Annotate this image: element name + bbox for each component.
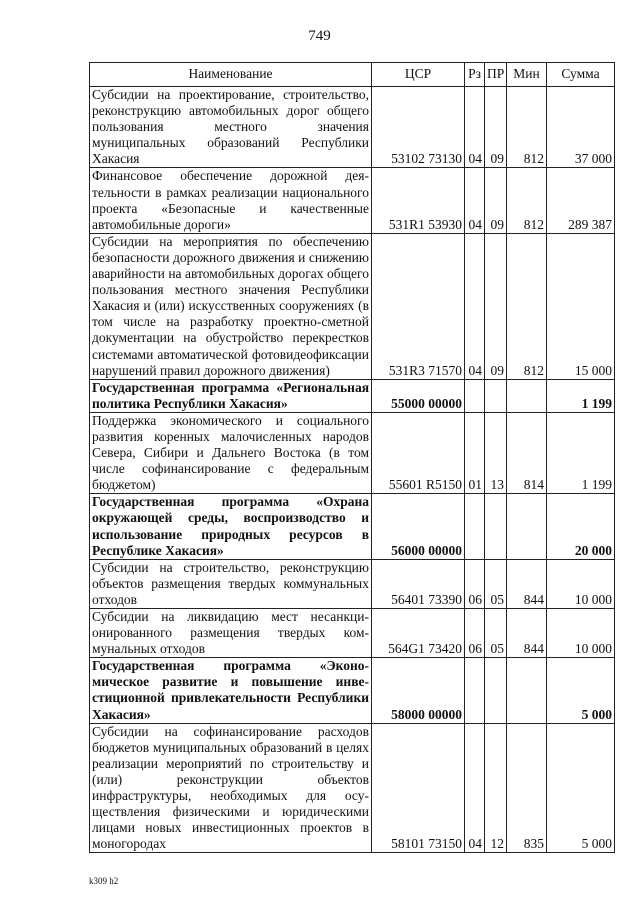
row-min: 812 — [507, 168, 547, 233]
row-rz: 06 — [465, 609, 485, 658]
row-csr: 56401 73390 — [372, 559, 465, 608]
table-row-program — [90, 379, 615, 412]
row-csr: 58101 73150 — [372, 723, 465, 853]
table-row — [90, 723, 615, 853]
page-number: 749 — [308, 28, 331, 44]
row-name: Субсидии на строительство, реконструкцию объектов размещения твердых коммунальных отходов — [90, 559, 372, 608]
row-sum: 10 000 — [547, 609, 615, 658]
row-sum: 10 000 — [547, 559, 615, 608]
header-sum: Сумма — [547, 63, 615, 87]
row-sum: 1 199 — [547, 412, 615, 493]
row-name: Субсидии на ликвидацию мест несанкционированного размещения твердых коммунальных отходов — [90, 609, 372, 658]
row-min: 814 — [507, 412, 547, 493]
row-pr: 05 — [485, 609, 507, 658]
row-min — [507, 494, 547, 559]
row-csr: 531R3 71570 — [372, 233, 465, 379]
row-pr — [485, 494, 507, 559]
table-row — [90, 168, 615, 233]
row-pr — [485, 379, 507, 412]
row-sum: 37 000 — [547, 87, 615, 168]
row-csr: 564G1 73420 — [372, 609, 465, 658]
table-row-program — [90, 658, 615, 723]
row-rz: 04 — [465, 233, 485, 379]
row-csr: 55601 R5150 — [372, 412, 465, 493]
row-min: 812 — [507, 87, 547, 168]
row-min: 812 — [507, 233, 547, 379]
table-row — [90, 233, 615, 379]
row-csr: 56000 00000 — [372, 494, 465, 559]
table-row-program — [90, 494, 615, 559]
row-rz — [465, 658, 485, 723]
table-row — [90, 412, 615, 493]
row-name: Государственная программа «Экономическое развитие и повышение инвестиционной привлекательности Республики Хакасия» — [90, 658, 372, 723]
footer-code: k309 h2 — [89, 876, 119, 886]
row-csr: 55000 00000 — [372, 379, 465, 412]
row-rz: 04 — [465, 723, 485, 853]
budget-table — [89, 62, 615, 853]
row-pr: 09 — [485, 233, 507, 379]
row-min: 835 — [507, 723, 547, 853]
table-row — [90, 559, 615, 608]
row-pr: 13 — [485, 412, 507, 493]
row-rz: 04 — [465, 87, 485, 168]
row-rz — [465, 494, 485, 559]
row-sum: 1 199 — [547, 379, 615, 412]
row-rz — [465, 379, 485, 412]
row-min — [507, 379, 547, 412]
row-csr: 58000 00000 — [372, 658, 465, 723]
row-pr: 12 — [485, 723, 507, 853]
header-pr: ПР — [485, 63, 507, 87]
row-pr — [485, 658, 507, 723]
header-rz: Рз — [465, 63, 485, 87]
row-rz: 06 — [465, 559, 485, 608]
row-sum: 20 000 — [547, 494, 615, 559]
row-sum: 15 000 — [547, 233, 615, 379]
row-name: Поддержка экономического и социального развития коренных малочисленных народов Севера, Сибири и Дальнего Востока (в том числе софинансирование с федеральным бюджетом) — [90, 412, 372, 493]
table-header-row — [90, 63, 615, 87]
header-csr: ЦСР — [372, 63, 465, 87]
row-pr: 05 — [485, 559, 507, 608]
row-name: Государственная программа «Охрана окружающей среды, воспроизводство и использование природных ресурсов в Республике Хакасия» — [90, 494, 372, 559]
row-name: Субсидии на мероприятия по обеспечению безопасности дорожного движения и снижению аварийности на автомобильных дорогах общего пользования местного значения Республики Хакасия и (или) искусственных сооружениях (в том числе на разработку проектно-сметной документации на обустройство перекрестков системами автоматической фотовидеофиксации нарушений правил дорожного движения) — [90, 233, 372, 379]
row-name: Субсидии на софинансирование расходов бюджетов муниципальных образований в целях реализации мероприятий по строительству и (или) реконструкции объектов инфраструктуры, необходимых для осуществления физическими и юридическими лицами новых инвестиционных проектов в моногородах — [90, 723, 372, 853]
row-min: 844 — [507, 559, 547, 608]
table-row — [90, 87, 615, 168]
header-min: Мин — [507, 63, 547, 87]
row-csr: 531R1 53930 — [372, 168, 465, 233]
row-sum: 289 387 — [547, 168, 615, 233]
row-pr: 09 — [485, 168, 507, 233]
row-min: 844 — [507, 609, 547, 658]
row-rz: 01 — [465, 412, 485, 493]
header-name: Наименование — [90, 63, 372, 87]
table-row — [90, 609, 615, 658]
row-name: Государственная программа «Региональная политика Республики Хакасия» — [90, 379, 372, 412]
row-csr: 53102 73130 — [372, 87, 465, 168]
row-name: Субсидии на проектирование, строительство, реконструкцию автомобильных дорог общего пользования местного значения муниципальных образований Республики Хакасия — [90, 87, 372, 168]
row-rz: 04 — [465, 168, 485, 233]
row-min — [507, 658, 547, 723]
row-sum: 5 000 — [547, 658, 615, 723]
row-sum: 5 000 — [547, 723, 615, 853]
row-pr: 09 — [485, 87, 507, 168]
row-name: Финансовое обеспечение дорожной деятельности в рамках реализации национального проекта «Безопасные и качественные автомобильные дороги» — [90, 168, 372, 233]
